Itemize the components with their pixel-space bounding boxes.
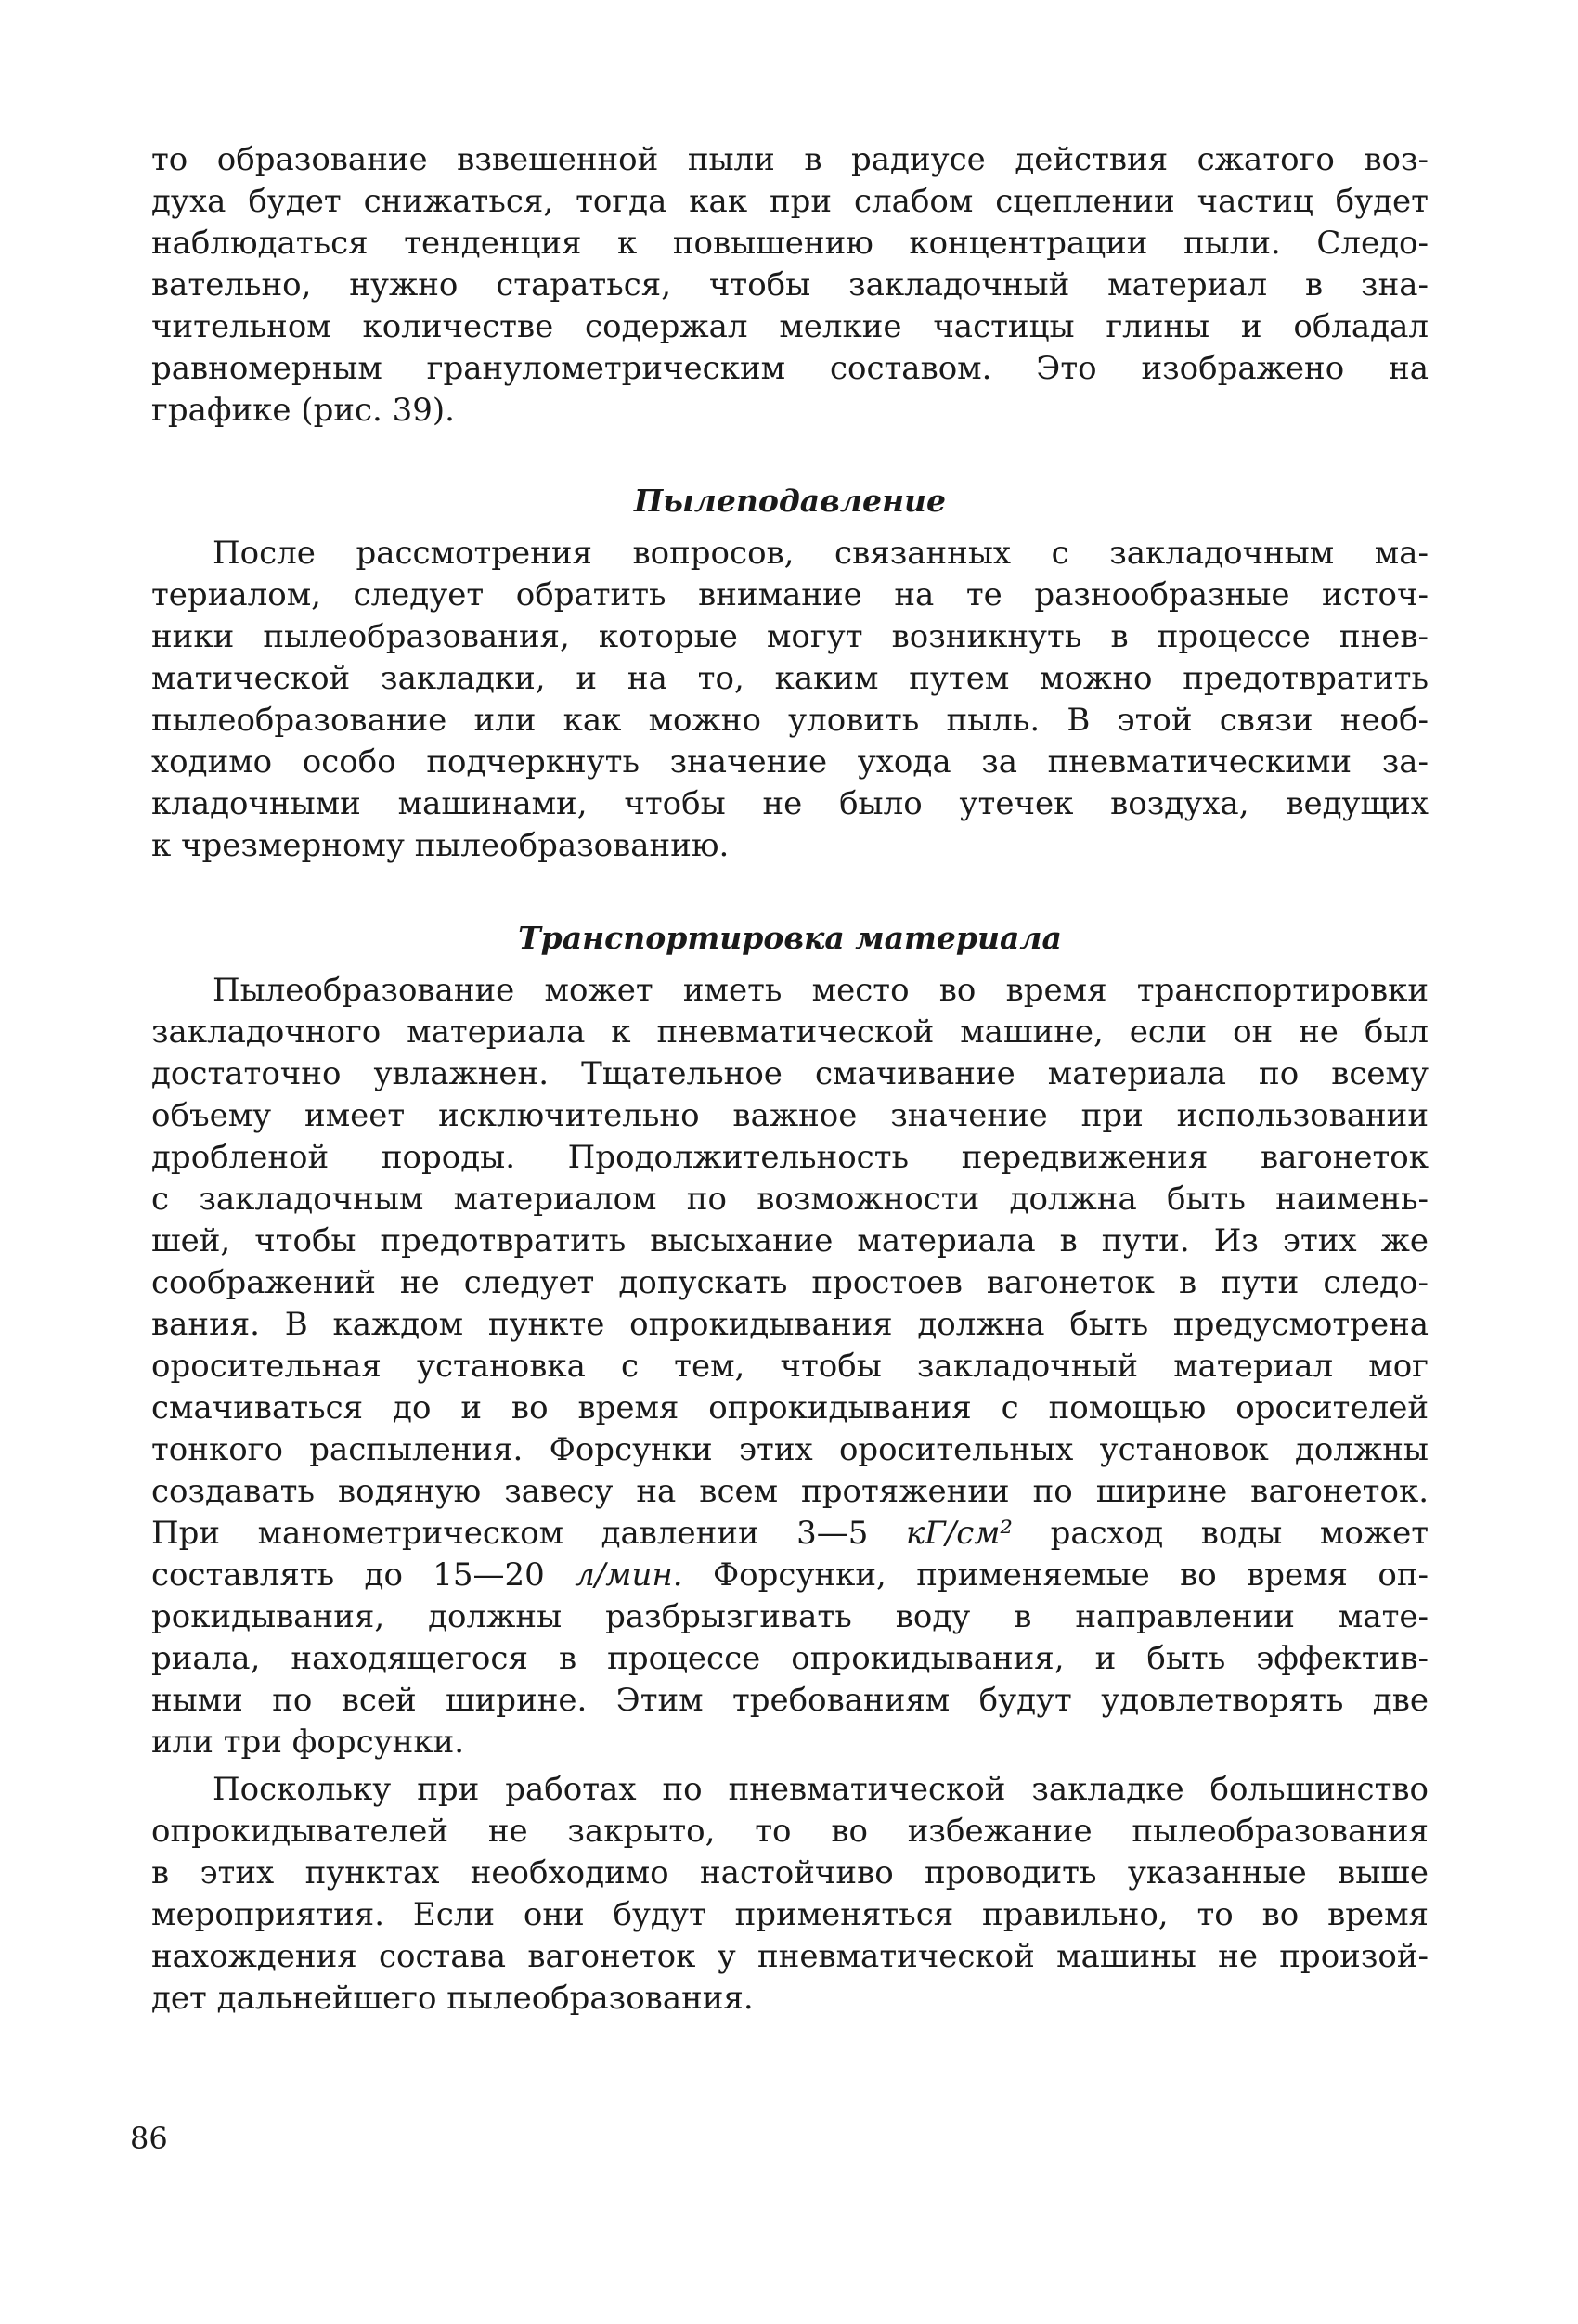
text-line: тонкого распыления. Форсунки этих оросительных установок должны — [151, 1431, 1429, 1468]
book-page — [151, 139, 1429, 2020]
pressure-line — [151, 1513, 1429, 1555]
pressure-unit: кГ/см² — [905, 1515, 1014, 1552]
text-line: матической закладки, и на то, каким путем можно предотвратить — [151, 660, 1429, 697]
section-heading-dust-suppression: Пылеподавление — [633, 483, 947, 519]
text-line: достаточно увлажнен. Тщательное смачивание материала по всему — [151, 1055, 1429, 1092]
flow-line-prefix: составлять до 15—20 — [151, 1556, 576, 1594]
flow-line-suffix: Форсунки, применяемые во время оп- — [682, 1556, 1429, 1594]
section-heading-material-transport: Транспортировка материала — [518, 920, 1062, 956]
text-line: рокидывания, должны разбрызгивать воду в направлении мате- — [151, 1598, 1429, 1635]
material-transport-paragraph-2 — [151, 1769, 1429, 2020]
text-line: закладочного материала к пневматической машине, если он не был — [151, 1014, 1429, 1051]
text-line: ными по всей ширине. Этим требованиям будут удовлетворять две — [151, 1682, 1429, 1719]
text-line: создавать водяную завесу на всем протяжении по ширине вагонеток. — [151, 1473, 1429, 1510]
text-line: дробленой породы. Продолжительность передвижения вагонеток — [151, 1139, 1429, 1176]
flow-line — [151, 1555, 1429, 1596]
text-line: графике (рис. 39). — [151, 392, 455, 429]
text-line: вания. В каждом пункте опрокидывания должна быть предусмотрена — [151, 1306, 1429, 1343]
text-line: смачиваться до и во время опрокидывания с помощью оросителей — [151, 1389, 1429, 1427]
pressure-line-suffix: расход воды может — [1013, 1515, 1429, 1552]
intro-paragraph — [151, 139, 1429, 432]
text-line: риала, находящегося в процессе опрокидывания, и быть эффектив- — [151, 1640, 1429, 1677]
text-line: ники пылеобразования, которые могут возникнуть в процессе пнев- — [151, 618, 1429, 655]
text-line: вательно, нужно стараться, чтобы закладочный материал в зна- — [151, 266, 1429, 303]
text-line: равномерным гранулометрическим составом. Это изображено на — [151, 350, 1429, 387]
text-line: кладочными машинами, чтобы не было утечек воздуха, ведущих — [151, 785, 1429, 822]
flow-unit: л/мин. — [575, 1556, 683, 1594]
text-line: объему имеет исключительно важное значение при использовании — [151, 1097, 1429, 1134]
text-line: чительном количестве содержал мелкие частицы глины и обладал — [151, 308, 1429, 345]
text-line: пылеобразование или как можно уловить пыль. В этой связи необ- — [151, 702, 1429, 739]
text-line: соображений не следует допускать простоев вагонеток в пути следо- — [151, 1264, 1429, 1301]
text-line: в этих пунктах необходимо настойчиво проводить указанные выше — [151, 1854, 1429, 1891]
text-line: то образование взвешенной пыли в радиусе действия сжатого воз- — [151, 141, 1429, 178]
text-line: териалом, следует обратить внимание на те разнообразные источ- — [151, 576, 1429, 613]
text-line: ходимо особо подчеркнуть значение ухода за пневматическими за- — [151, 743, 1429, 781]
text-line: мероприятия. Если они будут применяться правильно, то во время — [151, 1896, 1429, 1933]
text-line: дет дальнейшего пылеобразования. — [151, 1980, 754, 2017]
text-line: опрокидывателей не закрыто, то во избежание пылеобразования — [151, 1813, 1429, 1850]
text-line: духа будет снижаться, тогда как при слабом сцеплении частиц будет — [151, 183, 1429, 220]
page-number: 86 — [130, 2121, 168, 2156]
text-line: наблюдаться тенденция к повышению концентрации пыли. Следо- — [151, 225, 1429, 262]
material-transport-paragraph — [151, 970, 1429, 1763]
text-line: к чрезмерному пылеобразованию. — [151, 827, 730, 864]
text-line: После рассмотрения вопросов, связанных с закладочным ма- — [213, 535, 1429, 572]
text-line: с закладочным материалом по возможности должна быть наимень- — [151, 1181, 1429, 1218]
pressure-line-prefix: При манометрическом давлении 3—5 — [151, 1515, 906, 1552]
text-line: Пылеобразование может иметь место во время транспортировки — [213, 972, 1429, 1009]
text-line: Поскольку при работах по пневматической закладке большинство — [213, 1771, 1429, 1808]
text-line: или три форсунки. — [151, 1724, 465, 1761]
text-line: оросительная установка с тем, чтобы закладочный материал мог — [151, 1348, 1429, 1385]
text-line: нахождения состава вагонеток у пневматической машины не произой- — [151, 1938, 1429, 1975]
dust-suppression-paragraph — [151, 533, 1429, 867]
text-line: шей, чтобы предотвратить высыхание материала в пути. Из этих же — [151, 1222, 1429, 1259]
